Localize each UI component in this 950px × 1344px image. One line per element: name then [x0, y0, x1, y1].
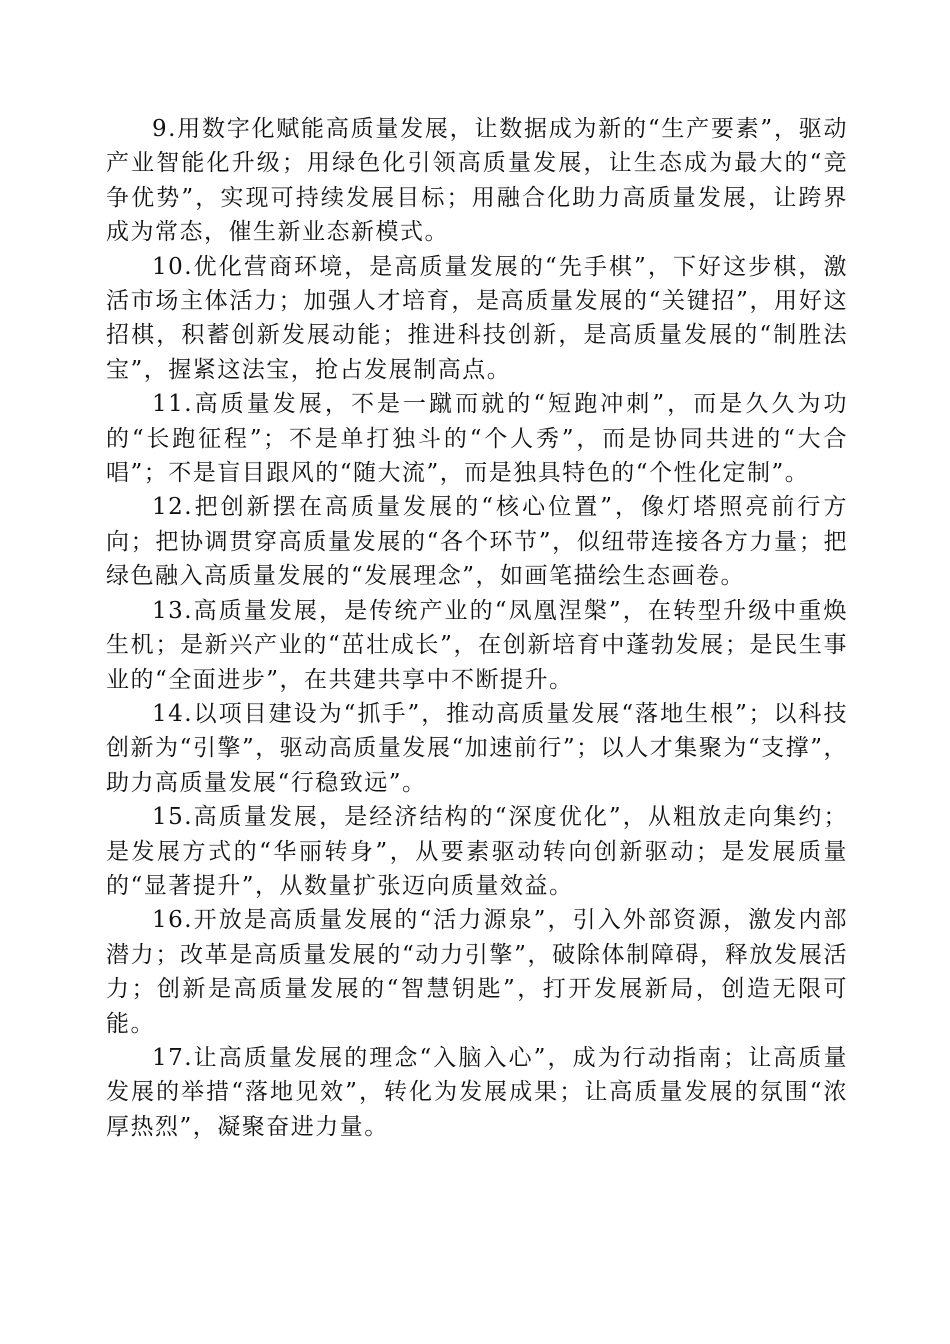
- document-body: [106, 112, 848, 1144]
- paragraph-17: 17.让高质量发展的理念“入脑入心”，成为行动指南；让高质量发展的举措“落地见效”，转化为发展成果；让高质量发展的氛围“浓厚热烈”，凝聚奋进力量。: [106, 1044, 848, 1140]
- paragraph-14: 14.以项目建设为“抓手”，推动高质量发展“落地生根”；以科技创新为“引擎”，驱动高质量发展“加速前行”；以人才集聚为“支撑”，助力高质量发展“行稳致远”。: [106, 700, 848, 796]
- paragraph-15: 15.高质量发展，是经济结构的“深度优化”，从粗放走向集约；是发展方式的“华丽转身”，从要素驱动转向创新驱动；是发展质量的“显著提升”，从数量扩张迈向质量效益。: [106, 804, 848, 899]
- paragraph-10: 10.优化营商环境，是高质量发展的“先手棋”，下好这步棋，激活市场主体活力；加强人才培育，是高质量发展的“关键招”，用好这招棋，积蓄创新发展动能；推进科技创新，是高质量发展的“制胜法宝”，握紧这法宝，抢占发展制高点。: [106, 253, 848, 383]
- paragraph-11: 11.高质量发展，不是一蹴而就的“短跑冲刺”，而是久久为功的“长跑征程”；不是单打独斗的“个人秀”，而是协同共进的“大合唱”；不是盲目跟风的“随大流”，而是独具特色的“个性化定制”。: [106, 391, 848, 487]
- paragraph-9: 9.用数字化赋能高质量发展，让数据成为新的“生产要素”，驱动产业智能化升级；用绿色化引领高质量发展，让生态成为最大的“竞争优势”，实现可持续发展目标；用融合化助力高质量发展，让跨界成为常态，催生新业态新模式。: [106, 116, 848, 246]
- paragraph-12: 12.把创新摆在高质量发展的“核心位置”，像灯塔照亮前行方向；把协调贯穿高质量发展的“各个环节”，似纽带连接各方力量；把绿色融入高质量发展的“发展理念”，如画笔描绘生态画卷。: [106, 494, 848, 590]
- paragraph-16: 16.开放是高质量发展的“活力源泉”，引入外部资源，激发内部潜力；改革是高质量发展的“动力引擎”，破除体制障碍，释放发展活力；创新是高质量发展的“智慧钥匙”，打开发展新局，创造无限可能。: [106, 907, 848, 1037]
- paragraph-13: 13.高质量发展，是传统产业的“凤凰涅槃”，在转型升级中重焕生机；是新兴产业的“茁壮成长”，在创新培育中蓬勃发展；是民生事业的“全面进步”，在共建共享中不断提升。: [106, 597, 848, 693]
